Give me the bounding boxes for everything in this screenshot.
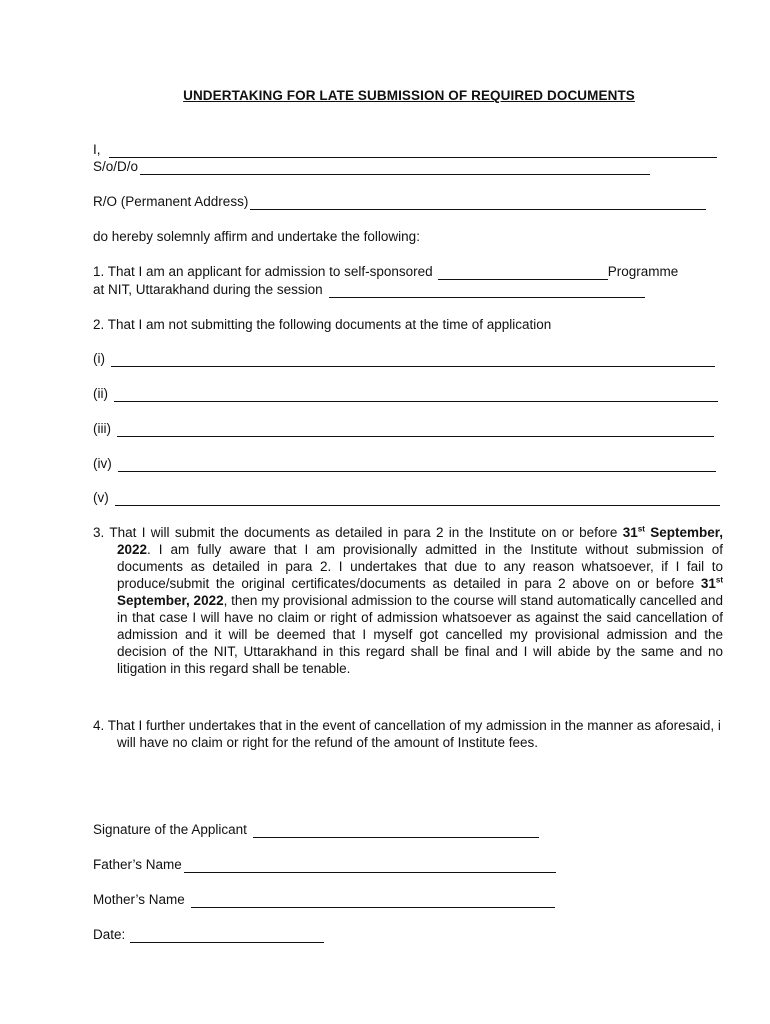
parent-row xyxy=(93,159,650,175)
affirm-row xyxy=(93,229,420,245)
programme-field[interactable] xyxy=(438,264,608,280)
para2-row xyxy=(93,317,551,333)
para3-text-c: , then my provisional admission to the course will stand automatically cancelled and in that case I will have no claim or right of admission whatsoever as against the said cancellation of admission and it will be deemed that I myself got cancelled my provisional admission and the decision of the NIT, Uttarakhand in this regard shall be final and I will abide by the same and no litigation in this regard shall be tenable. xyxy=(117,593,723,676)
name-label: I, xyxy=(93,142,101,157)
signature-field[interactable] xyxy=(253,822,539,838)
document-item-4 xyxy=(93,456,716,472)
para3 xyxy=(93,524,723,677)
mother-name-field[interactable] xyxy=(191,892,555,908)
item-number: (v) xyxy=(93,490,109,505)
signature-label: Signature of the Applicant xyxy=(93,822,247,837)
date-row xyxy=(93,927,324,943)
parent-label: S/o/D/o xyxy=(93,159,139,174)
para4 xyxy=(93,717,728,751)
document-field-3[interactable] xyxy=(117,421,714,437)
document-item-3 xyxy=(93,421,714,437)
programme-text: 1. That I am an applicant for admission to self-sponsored xyxy=(93,264,433,279)
para4-text: 4. That I further undertakes that in the event of cancellation of my admission in the manner as aforesaid, i will have no claim or right for the refund of the amount of Institute fees. xyxy=(93,718,721,750)
document-field-2[interactable] xyxy=(114,386,718,402)
document-field-5[interactable] xyxy=(115,490,720,506)
session-text: at NIT, Uttarakhand during the session xyxy=(93,282,323,297)
address-field[interactable] xyxy=(250,194,706,210)
item-number: (iv) xyxy=(93,456,112,471)
address-row xyxy=(93,194,706,210)
document-title: UNDERTAKING FOR LATE SUBMISSION OF REQUIRED DOCUMENTS xyxy=(183,88,635,103)
item-number: (i) xyxy=(93,351,105,366)
father-label: Father’s Name xyxy=(93,857,182,872)
programme-suffix: Programme xyxy=(607,264,679,279)
item-number: (ii) xyxy=(93,386,108,401)
item-number: (iii) xyxy=(93,421,111,436)
session-field[interactable] xyxy=(329,282,645,298)
father-row xyxy=(93,857,556,873)
session-row xyxy=(93,282,645,298)
mother-label: Mother’s Name xyxy=(93,892,185,907)
date-field[interactable] xyxy=(130,927,324,943)
para3-text-a: 3. That I will submit the documents as detailed in para 2 in the Institute on or before xyxy=(93,525,623,540)
name-row xyxy=(93,142,717,158)
programme-row xyxy=(93,264,678,280)
para3-text-b: . I am fully aware that I am provisionally admitted in the Institute without submission of documents as detailed in para 2. I undertakes that due to any reason whatsoever, if I fail to produce/submit the original certificates/documents as detailed in para 2 above on or before xyxy=(117,542,723,591)
deadline-date-1: 31st September, 2022 xyxy=(117,524,723,557)
deadline-date-2: 31st September, 2022 xyxy=(117,575,723,608)
signature-row xyxy=(93,822,539,838)
para2-text: 2. That I am not submitting the following documents at the time of application xyxy=(93,317,552,332)
document-field-1[interactable] xyxy=(111,351,715,367)
document-item-5 xyxy=(93,490,720,506)
document-item-2 xyxy=(93,386,718,402)
parent-field[interactable] xyxy=(140,159,650,175)
father-name-field[interactable] xyxy=(184,857,556,873)
document-field-4[interactable] xyxy=(118,456,716,472)
date-label: Date: xyxy=(93,927,126,942)
mother-row xyxy=(93,892,555,908)
address-label: R/O (Permanent Address) xyxy=(93,194,249,209)
affirm-text: do hereby solemnly affirm and undertake the following: xyxy=(93,229,420,244)
document-item-1 xyxy=(93,351,715,367)
name-field[interactable] xyxy=(109,142,717,158)
